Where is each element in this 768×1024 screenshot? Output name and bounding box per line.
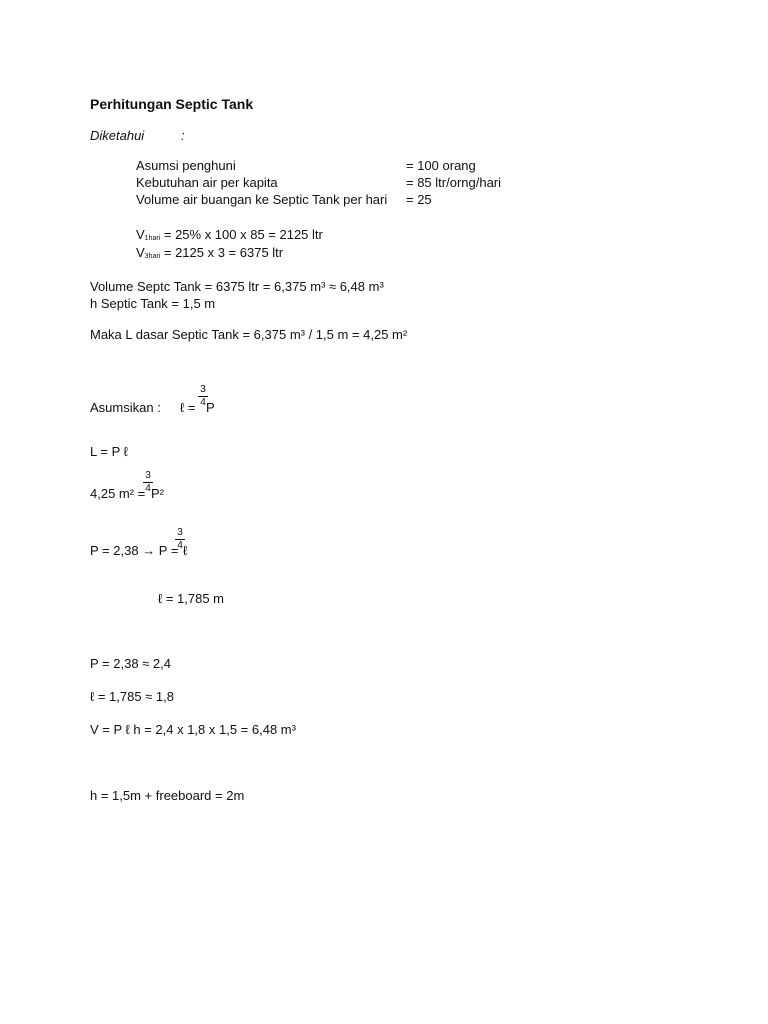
arrow-right-icon: → xyxy=(142,543,156,558)
p-equation xyxy=(90,543,178,559)
v1hari-subscript: 1hari xyxy=(144,235,161,242)
diketahui-label: Diketahui xyxy=(90,128,145,143)
p-equation-rhs: ℓ xyxy=(183,543,188,558)
v3hari-subscript: 3hari xyxy=(144,253,161,260)
v-line: V = P ℓ h = 2,4 x 1,8 x 1,5 = 6,48 m³ xyxy=(90,722,296,737)
asumsikan-rhs: P xyxy=(206,400,215,415)
eq425-lhs: 4,25 m² = xyxy=(90,486,146,501)
p-equation-mid: P = xyxy=(155,543,179,558)
v1hari-prefix: V xyxy=(136,227,145,242)
fraction-numerator: 3 xyxy=(145,470,151,481)
p-equation-lhs: P = 2,38 xyxy=(90,543,143,558)
fraction-denominator: 4 xyxy=(200,397,206,408)
l-value: ℓ = 1,785 m xyxy=(158,591,224,606)
volume-line: Volume Septc Tank = 6375 ltr = 6,375 m³ ≈ 6,48 m³ xyxy=(90,279,384,294)
h-final: h = 1,5m + freeboard = 2m xyxy=(90,788,245,803)
diketahui-colon: : xyxy=(181,128,185,143)
assumption-label-penghuni: Asumsi penghuni xyxy=(136,158,236,173)
l-rounded: ℓ = 1,785 ≈ 1,8 xyxy=(90,689,174,704)
fraction-numerator: 3 xyxy=(177,527,183,538)
v3hari-prefix: V xyxy=(136,245,145,260)
document-title: Perhitungan Septic Tank xyxy=(90,96,254,112)
assumption-label-kebutuhan: Kebutuhan air per kapita xyxy=(136,175,278,190)
fraction-denominator: 4 xyxy=(177,540,183,551)
v1hari-rest: = 25% x 100 x 85 = 2125 ltr xyxy=(160,227,323,242)
l-equation: L = P ℓ xyxy=(90,444,128,459)
v1hari-line xyxy=(136,227,323,247)
asumsikan-label: Asumsikan : xyxy=(90,400,161,415)
h-septic-line: h Septic Tank = 1,5 m xyxy=(90,296,216,311)
v3hari-rest: = 2125 x 3 = 6375 ltr xyxy=(160,245,284,260)
v3hari-line xyxy=(136,245,283,265)
assumption-value-kebutuhan: = 85 ltr/orng/hari xyxy=(406,175,502,190)
eq425-rhs: P² xyxy=(151,486,164,501)
assumption-value-volume: = 25 xyxy=(406,192,432,207)
fraction-denominator: 4 xyxy=(145,483,151,494)
p-rounded: P = 2,38 ≈ 2,4 xyxy=(90,656,171,671)
asumsikan-lhs: ℓ = xyxy=(180,400,196,415)
assumption-value-penghuni: = 100 orang xyxy=(406,158,476,173)
assumption-label-volume: Volume air buangan ke Septic Tank per hari xyxy=(136,192,388,207)
fraction-numerator: 3 xyxy=(200,384,206,395)
maka-line: Maka L dasar Septic Tank = 6,375 m³ / 1,5 m = 4,25 m² xyxy=(90,327,408,342)
